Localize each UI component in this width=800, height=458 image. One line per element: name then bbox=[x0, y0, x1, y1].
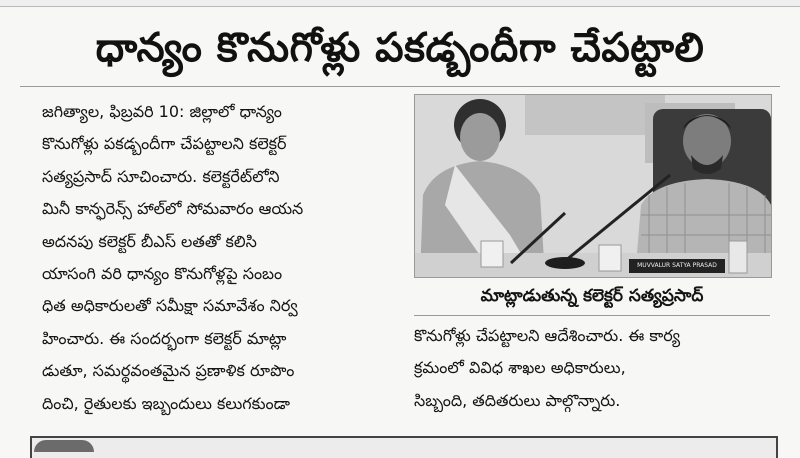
caption-divider bbox=[414, 315, 770, 316]
article-body-right bbox=[414, 320, 774, 420]
next-article-photo bbox=[34, 440, 94, 452]
body-line: కొనుగోళ్లు పకడ్బందీగా చేపట్టాలని కలెక్టర్ bbox=[42, 134, 287, 154]
article-headline: ధాన్యం కొనుగోళ్లు పకడ్బందీగా చేపట్టాలి bbox=[95, 25, 705, 71]
next-article-box bbox=[30, 436, 778, 458]
body-line: ధిత అధికారులతో సమీక్షా సమావేశం నిర్వ bbox=[42, 296, 298, 316]
body-line: మినీ కాన్ఫరెన్స్ హాల్‌లో సోమవారం ఆయన bbox=[42, 199, 304, 219]
woman-face bbox=[460, 113, 500, 161]
body-line: అదనపు కలెక్టర్ బీఎస్ లతతో కలిసి bbox=[42, 231, 257, 251]
wall-frame bbox=[525, 95, 665, 135]
body-line: సిబ్బంది, తదితరులు పాల్గొన్నారు. bbox=[414, 390, 621, 410]
body-line: దించి, రైతులకు ఇబ్బందులు కలుగకుండా bbox=[42, 393, 290, 413]
body-line: యాసంగి వరి ధాన్యం కొనుగోళ్లపై సంబం bbox=[42, 264, 283, 284]
headline-divider bbox=[20, 86, 780, 87]
body-line: డుతూ, సమర్థవంతమైన ప్రణాళిక రూపొం bbox=[42, 361, 295, 381]
news-photo bbox=[414, 94, 772, 278]
article-body-left bbox=[42, 96, 404, 420]
cup-left bbox=[481, 241, 503, 267]
cup bbox=[599, 245, 621, 271]
previous-article-edge bbox=[0, 0, 800, 7]
body-line: సత్యప్రసాద్ సూచించారు. కలెక్టరేట్‌లోని bbox=[42, 166, 280, 186]
nameplate-text: MUVVALUR SATYA PRASAD bbox=[637, 262, 717, 269]
photo-caption: మాట్లాడుతున్న కలెక్టర్ సత్యప్రసాద్ bbox=[480, 286, 704, 306]
microphone-base bbox=[545, 257, 585, 269]
body-line: క్రమంలో వివిధ శాఖల అధికారులు, bbox=[414, 358, 626, 378]
body-line: కొనుగోళ్లు చేపట్టాలని ఆదేశించారు. ఈ కార్య bbox=[414, 326, 681, 345]
water-glass bbox=[729, 241, 747, 273]
body-line: హించారు. ఈ సందర్భంగా కలెక్టర్ మాట్లా bbox=[42, 328, 287, 348]
meeting-photo-illustration bbox=[415, 95, 771, 277]
body-line: జగిత్యాల, ఫిబ్రవరి 10: జిల్లాలో ధాన్యం bbox=[42, 102, 282, 121]
